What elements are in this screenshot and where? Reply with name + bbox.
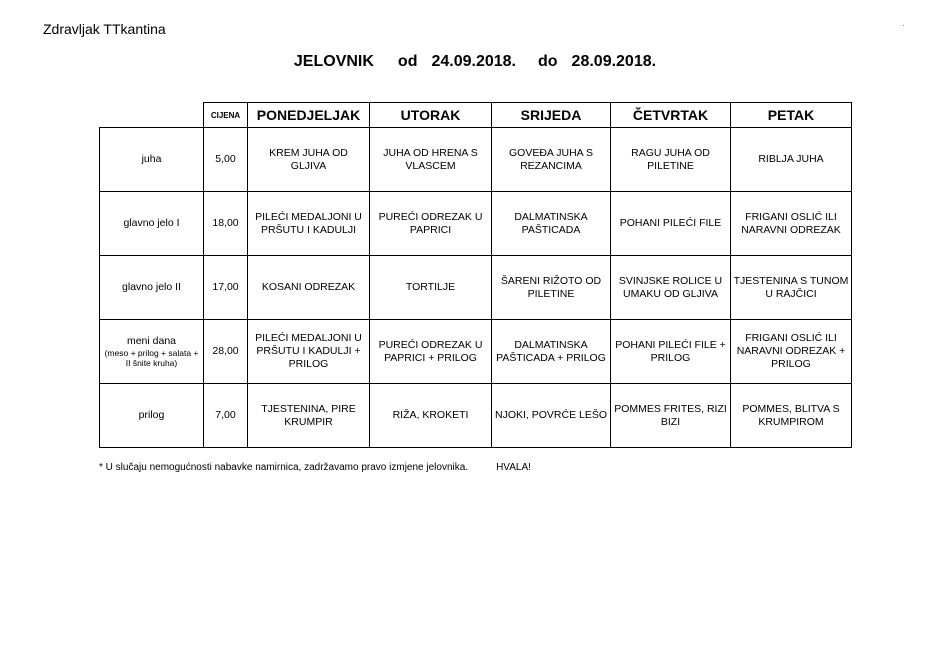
title-main: JELOVNIK — [293, 53, 374, 70]
row-label-text: meni dana — [126, 335, 177, 347]
title-do: do — [538, 53, 558, 70]
footnote — [99, 462, 531, 473]
day-header: SRIJEDA — [492, 103, 611, 128]
price-cell: 7,00 — [204, 384, 248, 448]
menu-cell: TJESTENINA, PIRE KRUMPIR — [248, 384, 370, 448]
table-row — [100, 128, 852, 192]
table-row — [100, 384, 852, 448]
menu-cell: KOSANI ODREZAK — [248, 256, 370, 320]
organization-name: Zdravljak TTkantina — [43, 21, 166, 37]
menu-cell: PILEĆI MEDALJONI U PRŠUTU I KADULJI + PRILOG — [248, 320, 370, 384]
menu-cell: RIBLJA JUHA — [731, 128, 852, 192]
menu-cell: FRIGANI OSLIĆ ILI NARAVNI ODREZAK — [731, 192, 852, 256]
page-title — [0, 53, 950, 71]
menu-cell: TORTILJE — [370, 256, 492, 320]
menu-cell: FRIGANI OSLIĆ ILI NARAVNI ODREZAK + PRILOG — [731, 320, 852, 384]
price-header: CIJENA — [204, 103, 248, 128]
menu-cell: RAGU JUHA OD PILETINE — [611, 128, 731, 192]
menu-cell: POHANI PILEĆI FILE — [611, 192, 731, 256]
corner-mark: · — [902, 20, 905, 30]
menu-cell: NJOKI, POVRĆE LEŠO — [492, 384, 611, 448]
row-label — [100, 192, 204, 256]
title-from-date: 24.09.2018. — [431, 53, 516, 70]
day-header: PONEDJELJAK — [248, 103, 370, 128]
menu-cell: POHANI PILEĆI FILE + PRILOG — [611, 320, 731, 384]
price-cell: 28,00 — [204, 320, 248, 384]
menu-cell: PILEĆI MEDALJONI U PRŠUTU I KADULJI — [248, 192, 370, 256]
menu-cell: DALMATINSKA PAŠTICADA + PRILOG — [492, 320, 611, 384]
day-header: UTORAK — [370, 103, 492, 128]
row-label-text: prilog — [138, 409, 165, 421]
day-header: ČETVRTAK — [611, 103, 731, 128]
menu-table — [99, 102, 852, 448]
blank-header-cell — [100, 103, 204, 128]
header-row — [100, 103, 852, 128]
day-header: PETAK — [731, 103, 852, 128]
menu-cell: KREM JUHA OD GLJIVA — [248, 128, 370, 192]
row-label — [100, 384, 204, 448]
table-row — [100, 320, 852, 384]
menu-cell: PUREĆI ODREZAK U PAPRICI + PRILOG — [370, 320, 492, 384]
menu-cell: DALMATINSKA PAŠTICADA — [492, 192, 611, 256]
title-od: od — [397, 53, 418, 70]
menu-cell: POMMES FRITES, RIZI BIZI — [611, 384, 731, 448]
price-cell: 5,00 — [204, 128, 248, 192]
menu-cell: RIŽA, KROKETI — [370, 384, 492, 448]
row-label-text: juha — [141, 153, 162, 165]
title-to-date: 28.09.2018. — [571, 53, 657, 70]
row-label — [100, 128, 204, 192]
table-row — [100, 256, 852, 320]
menu-cell: SVINJSKE ROLICE U UMAKU OD GLJIVA — [611, 256, 731, 320]
thanks-text: HVALA! — [496, 462, 531, 473]
footnote-text: * U slučaju nemogućnosti nabavke namirnica, zadržavamo pravo izmjene jelovnika. — [99, 462, 469, 473]
menu-cell: POMMES, BLITVA S KRUMPIROM — [731, 384, 852, 448]
price-cell: 17,00 — [204, 256, 248, 320]
menu-cell: PUREĆI ODREZAK U PAPRICI — [370, 192, 492, 256]
price-cell: 18,00 — [204, 192, 248, 256]
row-label-text: glavno jelo I — [123, 217, 180, 229]
row-label — [100, 256, 204, 320]
table-row — [100, 192, 852, 256]
menu-cell: JUHA OD HRENA S VLASCEM — [370, 128, 492, 192]
row-sublabel: (meso + prilog + salata + II šnite kruha) — [104, 348, 199, 368]
row-label-text: glavno jelo II — [122, 281, 181, 293]
menu-cell: GOVEĐA JUHA S REZANCIMA — [492, 128, 611, 192]
menu-cell: ŠARENI RIŽOTO OD PILETINE — [492, 256, 611, 320]
menu-cell: TJESTENINA S TUNOM U RAJČICI — [731, 256, 852, 320]
row-label — [100, 320, 204, 384]
